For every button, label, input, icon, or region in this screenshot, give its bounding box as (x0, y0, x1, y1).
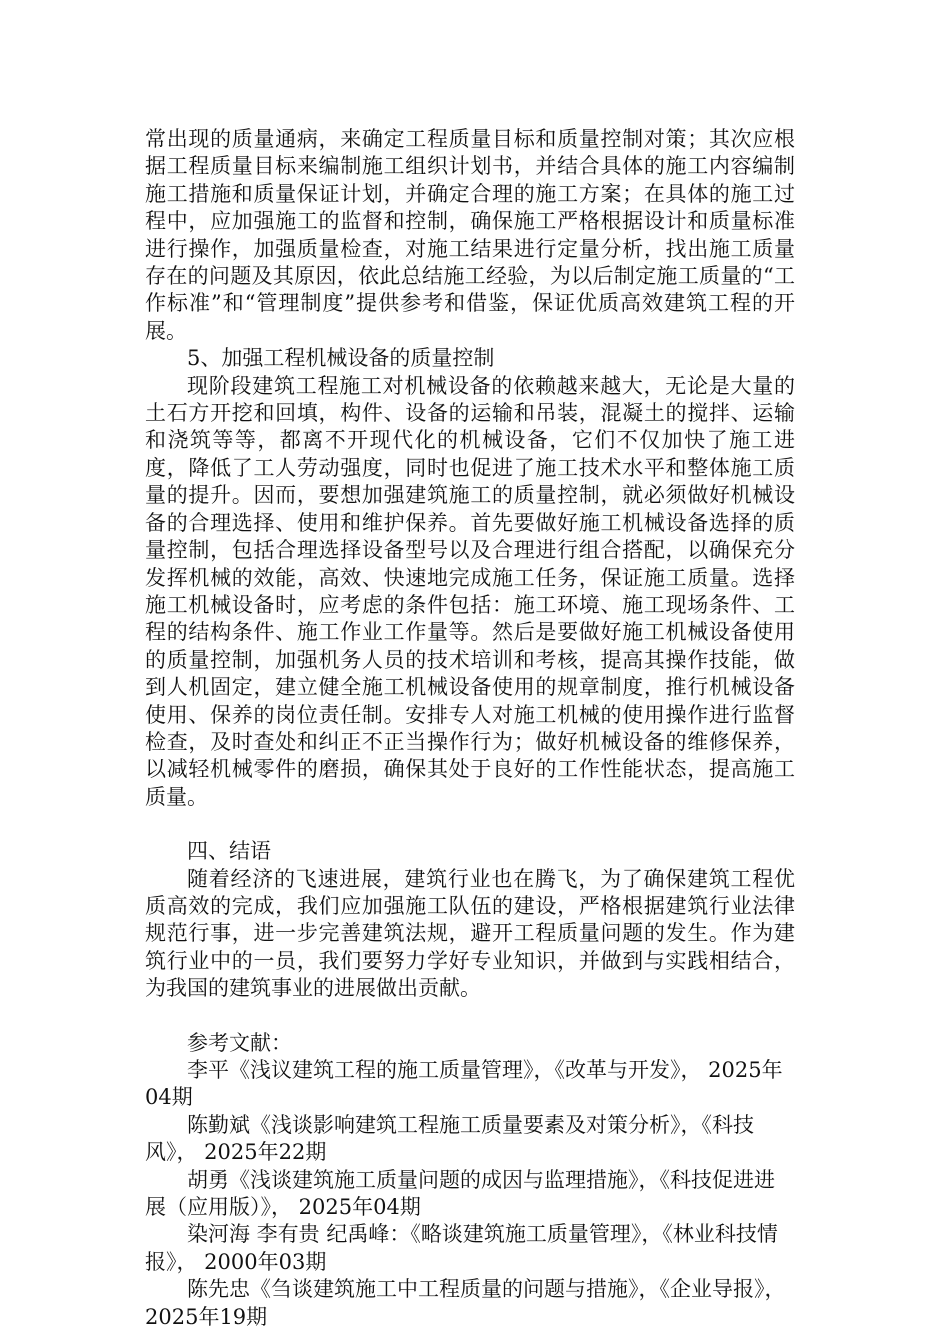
reference-item-3: 胡勇《浅谈建筑施工质量问题的成因与监理措施》，《科技促进进展（应用版）》， 2025年04期 (145, 1167, 775, 1220)
section-gap (145, 811, 795, 838)
reference-item-4: 染河海 李有贵 纪禹峰：《略谈建筑施工质量管理》，《林业科技情报》， 2000年03期 (145, 1222, 778, 1274)
section3-tail-paragraph: 常出现的质量通病，来确定工程质量目标和质量控制对策；其次应根据工程质量目标来编制施工组织计划书，并结合具体的施工内容编制施工措施和质量保证计划，并确定合理的施工方案；在具体的施工过程中，应加强施工的监督和控制，确保施工严格根据设计和质量标准进行操作，加强质量检查，对施工结果进行定量分析，找出施工质量存在的问题及其原因，依此总结施工经验，为以后制定施工质量的“工作标准”和“管理制度”提供参考和借鉴，保证优质高效建筑工程的开展。 (145, 127, 795, 343)
section4-heading: 四、结语 (187, 839, 271, 864)
reference-item-5: 陈先忠《刍谈建筑施工中工程质量的问题与措施》，《企业导报》， 2025年19期 (145, 1277, 786, 1329)
reference-item-2: 陈勤斌《浅谈影响建筑工程施工质量要素及对策分析》，《科技风》， 2025年22期 (145, 1112, 754, 1165)
reference-item-1: 李平《浅议建筑工程的施工质量管理》，《改革与开发》， 2025年04期 (145, 1058, 783, 1110)
section-gap (145, 1003, 795, 1030)
section4-paragraph: 随着经济的飞速进展，建筑行业也在腾飞，为了确保建筑工程优质高效的完成，我们应加强施工队伍的建设，严格根据建筑行业法律规范行事，进一步完善建筑法规，避开工程质量问题的发生。作为建筑行业中的一员，我们要努力学好专业知识，并做到与实践相结合，为我国的建筑事业的进展做出贡献。 (145, 866, 795, 1001)
subsection5-paragraph: 现阶段建筑工程施工对机械设备的依赖越来越大，无论是大量的土石方开挖和回填，构件、设备的运输和吊装，混凝土的搅拌、运输和浇筑等等，都离不开现代化的机械设备，它们不仅加快了施工进度，降低了工人劳动强度，同时也促进了施工技术水平和整体施工质量的提升。因而，要想加强建筑施工的质量控制，就必须做好机械设备的合理选择、使用和维护保养。首先要做好施工机械设备选择的质量控制，包括合理选择设备型号以及合理进行组合搭配，以确保充分发挥机械的效能，高效、快速地完成施工任务，保证施工质量。选择施工机械设备时，应考虑的条件包括：施工环境、施工现场条件、工程的结构条件、施工作业工作量等。然后是要做好施工机械设备使用的质量控制，加强机务人员的技术培训和考核，提高其操作技能，做到人机固定，建立健全施工机械设备使用的规章制度，推行机械设备使用、保养的岗位责任制。安排专人对施工机械的使用操作进行监督检查，及时查处和纠正不正当操作行为；做好机械设备的维修保养，以减轻机械零件的磨损，确保其处于良好的工作性能状态，提高施工质量。 (145, 373, 795, 809)
references-heading: 参考文献： (187, 1030, 292, 1055)
subsection5-heading: 5、加强工程机械设备的质量控制 (187, 346, 495, 371)
document-page (145, 126, 795, 1331)
